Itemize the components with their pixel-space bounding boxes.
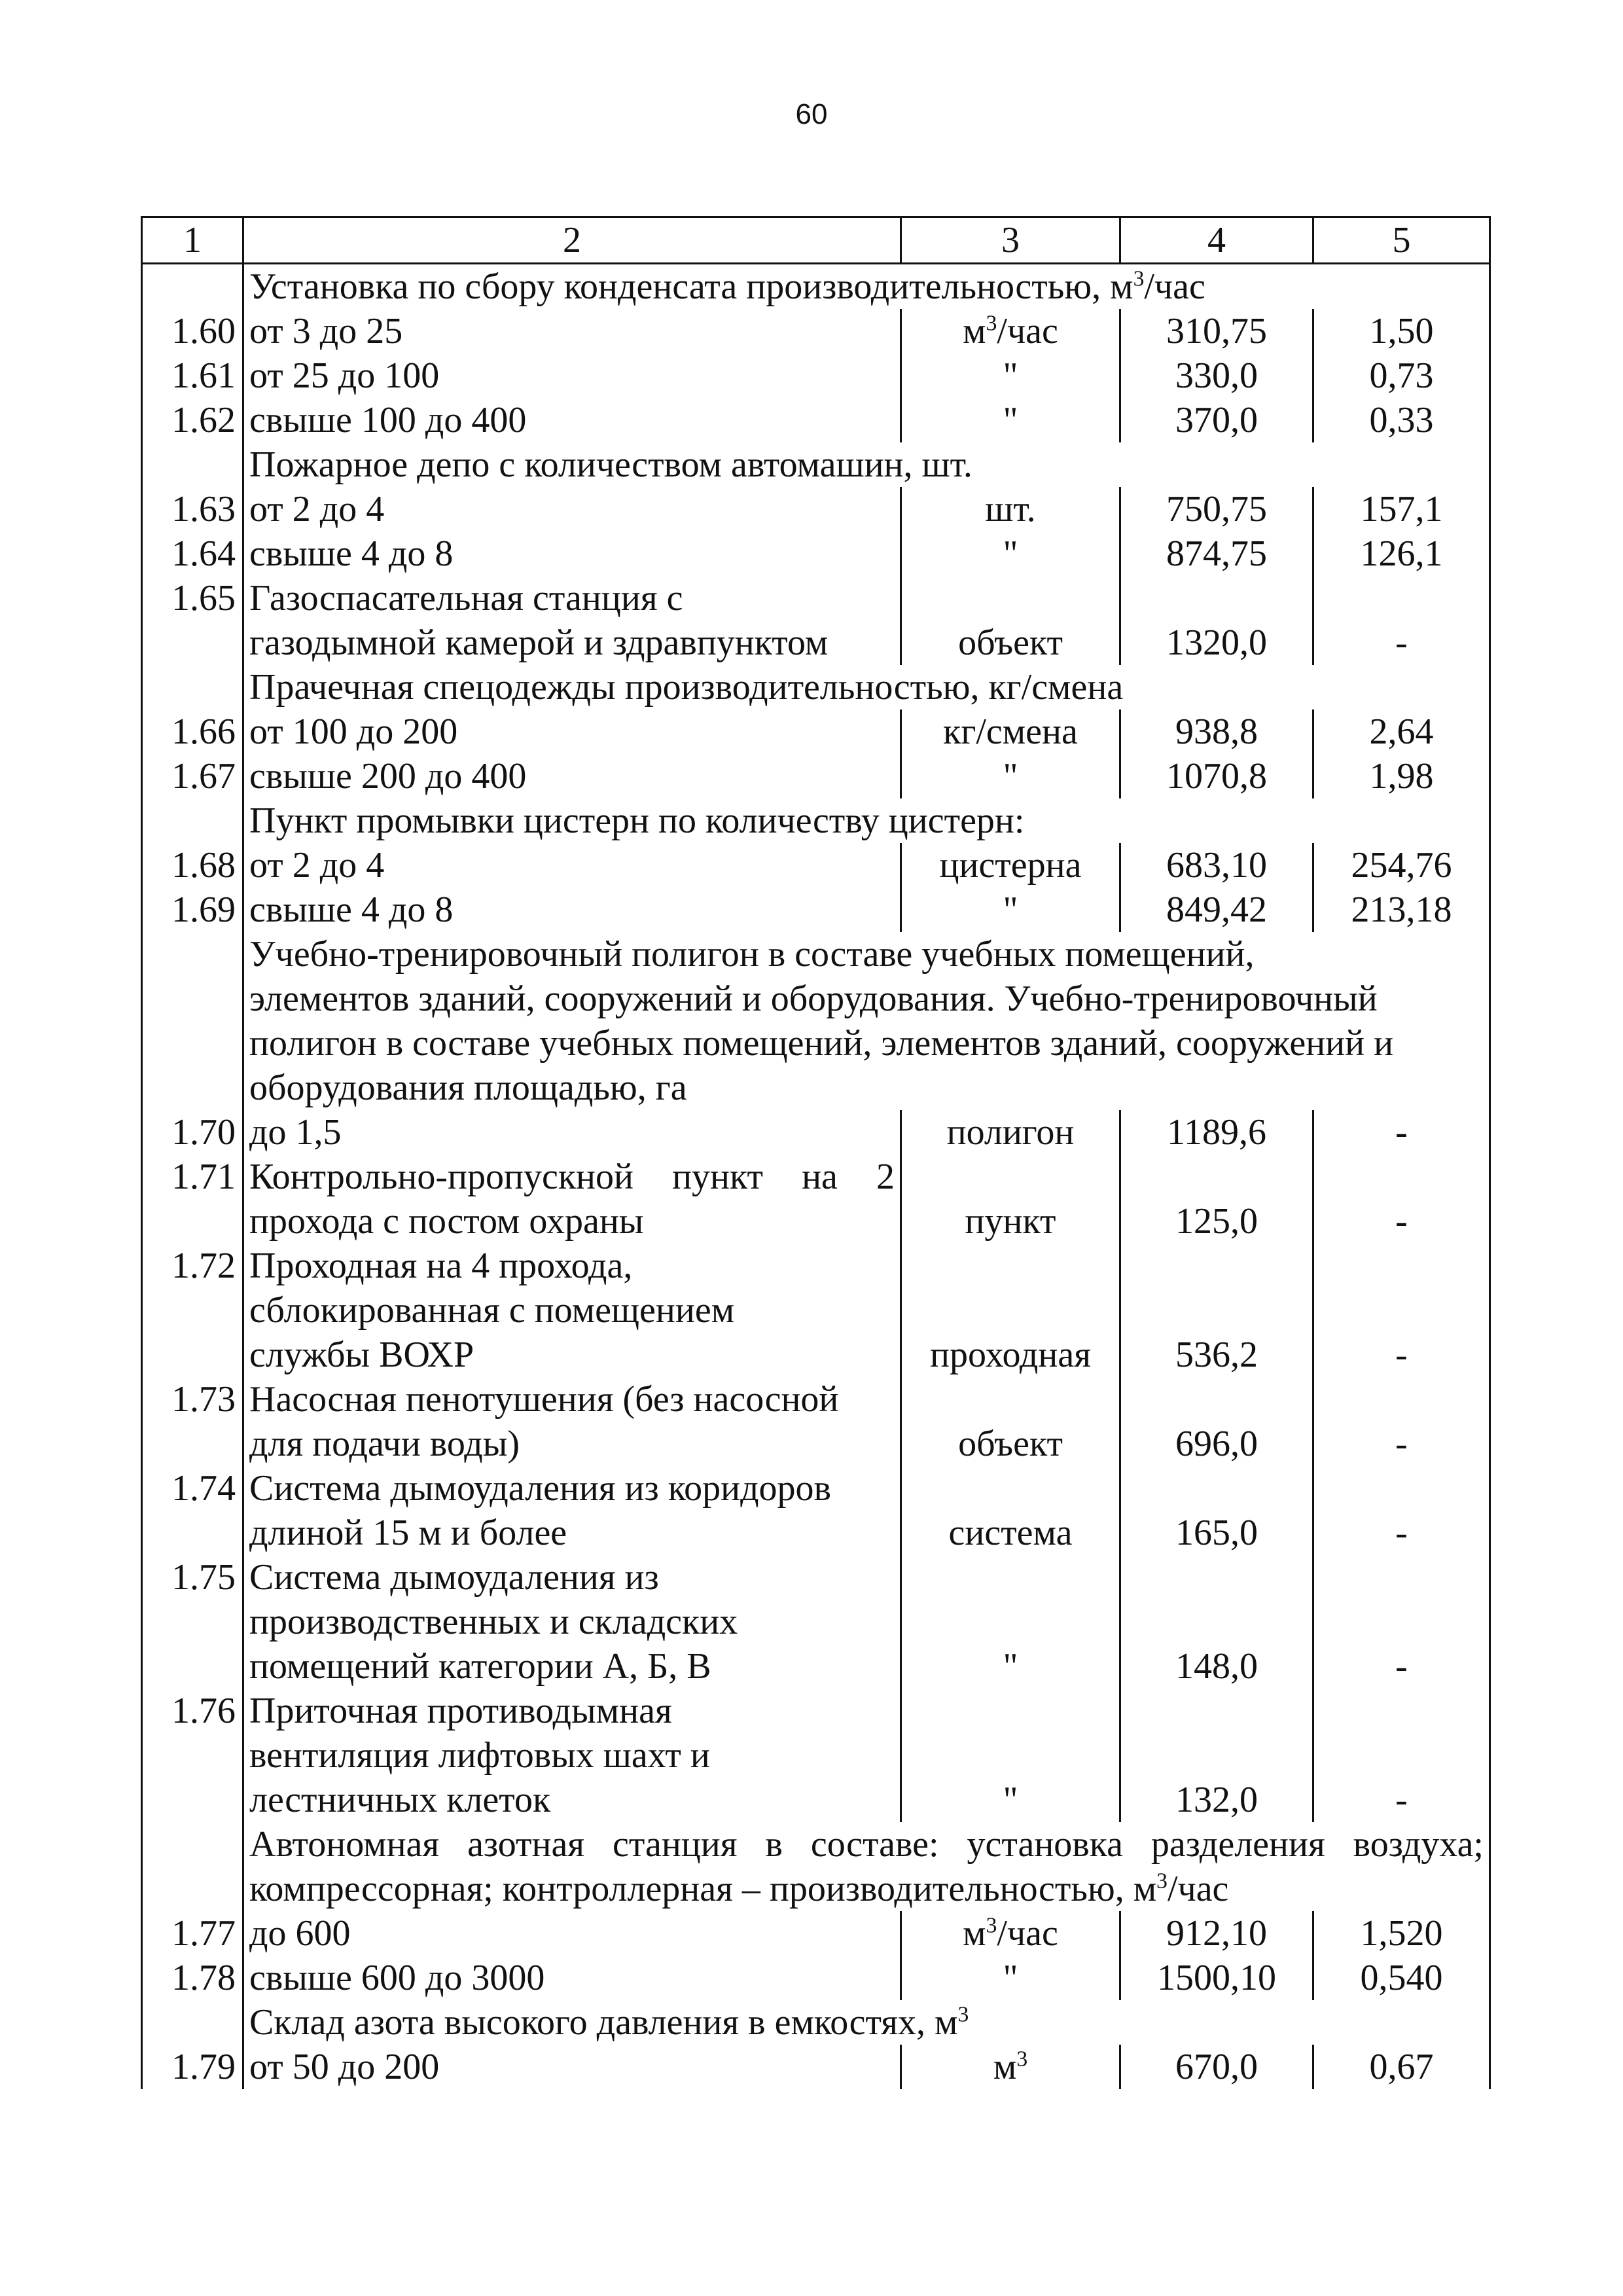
row-number-cell — [142, 1644, 243, 1689]
group-heading: Склад азота высокого давления в емкостях, $м^3$ — [243, 2000, 1490, 2045]
column-4-value: 330,0 — [1120, 353, 1313, 398]
column-4-value: 938,8 — [1120, 709, 1313, 754]
row-number-cell: 1.76 — [142, 1689, 243, 1733]
row-number-cell — [142, 1733, 243, 1778]
group-heading-row — [142, 1822, 1490, 1867]
item-name-cell: свыше 600 до 3000 — [243, 1956, 901, 2000]
column-4-value: 310,75 — [1120, 309, 1313, 353]
row-number-cell — [142, 665, 243, 709]
row-number-cell: 1.65 — [142, 576, 243, 620]
group-heading: полигон в составе учебных помещений, элементов зданий, сооружений и — [243, 1021, 1490, 1066]
column-5-value: 254,76 — [1313, 843, 1490, 888]
column-4-value — [1120, 1244, 1313, 1288]
item-name-cell: Система дымоудаления из — [243, 1555, 901, 1600]
item-name-cell: от 3 до 25 — [243, 309, 901, 353]
item-name-cell: помещений категории А, Б, В — [243, 1644, 901, 1689]
unit-cell: объект — [901, 620, 1120, 665]
item-name-cell: от 25 до 100 — [243, 353, 901, 398]
norms-table — [141, 216, 1491, 2089]
row-number-cell: 1.71 — [142, 1155, 243, 1199]
column-4-value — [1120, 1155, 1313, 1199]
group-heading: элементов зданий, сооружений и оборудования. Учебно-тренировочный — [243, 977, 1490, 1021]
table-header-row — [142, 217, 1490, 264]
column-4-value — [1120, 1288, 1313, 1333]
column-5-value: 0,67 — [1313, 2045, 1490, 2089]
item-name-cell: прохода с постом охраны — [243, 1199, 901, 1244]
column-header-3: 3 — [901, 217, 1120, 264]
column-4-value: 536,2 — [1120, 1333, 1313, 1377]
row-number-cell — [142, 798, 243, 843]
table-body — [142, 264, 1490, 2090]
unit-cell: " — [901, 531, 1120, 576]
column-4-value: 670,0 — [1120, 2045, 1313, 2089]
unit-cell: проходная — [901, 1333, 1120, 1377]
row-number-cell — [142, 1199, 243, 1244]
column-4-value: 1500,10 — [1120, 1956, 1313, 2000]
group-heading-row — [142, 798, 1490, 843]
table-row — [142, 531, 1490, 576]
item-name-cell: от 2 до 4 — [243, 487, 901, 531]
item-name-cell: лестничных клеток — [243, 1778, 901, 1822]
table-row — [142, 309, 1490, 353]
column-4-value — [1120, 1466, 1313, 1511]
row-number-cell: 1.73 — [142, 1377, 243, 1422]
column-5-value: - — [1313, 620, 1490, 665]
group-heading: Установка по сбору конденсата производительностью, $м^3$/час — [243, 264, 1490, 310]
row-number-cell — [142, 442, 243, 487]
column-header-2: 2 — [243, 217, 901, 264]
table-row — [142, 1956, 1490, 2000]
column-5-value — [1313, 1555, 1490, 1600]
row-number-cell — [142, 1333, 243, 1377]
group-heading-row — [142, 1021, 1490, 1066]
column-4-value: 165,0 — [1120, 1511, 1313, 1555]
column-5-value: 2,64 — [1313, 709, 1490, 754]
column-5-value: 0,73 — [1313, 353, 1490, 398]
row-number-cell: 1.68 — [142, 843, 243, 888]
column-4-value — [1120, 1555, 1313, 1600]
column-4-value: 132,0 — [1120, 1778, 1313, 1822]
column-4-value: 912,10 — [1120, 1911, 1313, 1956]
row-number-cell: 1.61 — [142, 353, 243, 398]
group-heading-row — [142, 665, 1490, 709]
row-number-cell: 1.60 — [142, 309, 243, 353]
column-5-value — [1313, 1600, 1490, 1644]
unit-cell — [901, 1155, 1120, 1199]
group-heading-row — [142, 977, 1490, 1021]
item-name-cell: длиной 15 м и более — [243, 1511, 901, 1555]
row-number-cell: 1.62 — [142, 398, 243, 442]
row-number-cell: 1.63 — [142, 487, 243, 531]
table-row — [142, 1422, 1490, 1466]
unit-cell: полигон — [901, 1110, 1120, 1155]
column-5-value: 1,98 — [1313, 754, 1490, 798]
column-4-value: 1070,8 — [1120, 754, 1313, 798]
row-number-cell — [142, 1778, 243, 1822]
unit-cell: $м^3$/час — [901, 1911, 1120, 1956]
unit-cell — [901, 1555, 1120, 1600]
group-heading: оборудования площадью, га — [243, 1066, 1490, 1110]
item-name-cell: от 100 до 200 — [243, 709, 901, 754]
item-name-cell: Проходная на 4 прохода, — [243, 1244, 901, 1288]
row-number-cell — [142, 2000, 243, 2045]
row-number-cell — [142, 932, 243, 977]
unit-cell: шт. — [901, 487, 1120, 531]
row-number-cell: 1.72 — [142, 1244, 243, 1288]
column-5-value: - — [1313, 1110, 1490, 1155]
table-row — [142, 487, 1490, 531]
column-5-value — [1313, 1689, 1490, 1733]
column-5-value: 126,1 — [1313, 531, 1490, 576]
column-5-value: 1,50 — [1313, 309, 1490, 353]
column-4-value: 148,0 — [1120, 1644, 1313, 1689]
column-4-value: 849,42 — [1120, 888, 1313, 932]
row-number-cell: 1.66 — [142, 709, 243, 754]
table-row — [142, 1155, 1490, 1199]
group-heading-row — [142, 1867, 1490, 1911]
row-number-cell: 1.67 — [142, 754, 243, 798]
row-number-cell — [142, 977, 243, 1021]
item-name-cell: Приточная противодымная — [243, 1689, 901, 1733]
unit-cell: " — [901, 1778, 1120, 1822]
table-row — [142, 1199, 1490, 1244]
table-row — [142, 1466, 1490, 1511]
table-row — [142, 2045, 1490, 2089]
row-number-cell — [142, 264, 243, 310]
row-number-cell — [142, 1600, 243, 1644]
column-4-value: 874,75 — [1120, 531, 1313, 576]
group-heading-row — [142, 1066, 1490, 1110]
column-5-value — [1313, 1288, 1490, 1333]
unit-cell — [901, 1466, 1120, 1511]
group-heading-row — [142, 442, 1490, 487]
unit-cell — [901, 1600, 1120, 1644]
table-row — [142, 888, 1490, 932]
table-row — [142, 1555, 1490, 1600]
unit-cell: " — [901, 1956, 1120, 2000]
unit-cell: " — [901, 1644, 1120, 1689]
item-name-cell: вентиляция лифтовых шахт и — [243, 1733, 901, 1778]
item-name-cell: газодымной камерой и здравпунктом — [243, 620, 901, 665]
item-name-cell: Газоспасательная станция с — [243, 576, 901, 620]
row-number-cell: 1.70 — [142, 1110, 243, 1155]
column-5-value — [1313, 576, 1490, 620]
column-4-value: 683,10 — [1120, 843, 1313, 888]
row-number-cell — [142, 1867, 243, 1911]
unit-cell: " — [901, 353, 1120, 398]
group-heading: Пожарное депо с количеством автомашин, шт. — [243, 442, 1490, 487]
column-5-value: - — [1313, 1511, 1490, 1555]
row-number-cell — [142, 1822, 243, 1867]
item-name-cell: свыше 4 до 8 — [243, 888, 901, 932]
column-5-value: 213,18 — [1313, 888, 1490, 932]
page-number: 60 — [795, 98, 828, 130]
table-row — [142, 1244, 1490, 1288]
item-name-cell: Система дымоудаления из коридоров — [243, 1466, 901, 1511]
item-name-cell: службы ВОХР — [243, 1333, 901, 1377]
table-row — [142, 576, 1490, 620]
group-heading: Пункт промывки цистерн по количеству цистерн: — [243, 798, 1490, 843]
unit-cell — [901, 1244, 1120, 1288]
item-name-cell: до 1,5 — [243, 1110, 901, 1155]
column-4-value: 370,0 — [1120, 398, 1313, 442]
column-5-value: 157,1 — [1313, 487, 1490, 531]
table-row — [142, 843, 1490, 888]
item-name-cell: свыше 100 до 400 — [243, 398, 901, 442]
table-row — [142, 754, 1490, 798]
unit-cell: кг/смена — [901, 709, 1120, 754]
column-4-value: 1189,6 — [1120, 1110, 1313, 1155]
row-number-cell: 1.64 — [142, 531, 243, 576]
column-5-value — [1313, 1155, 1490, 1199]
column-4-value: 750,75 — [1120, 487, 1313, 531]
column-4-value — [1120, 1377, 1313, 1422]
column-5-value — [1313, 1466, 1490, 1511]
column-5-value: 0,540 — [1313, 1956, 1490, 2000]
table-row — [142, 1778, 1490, 1822]
row-number-cell: 1.74 — [142, 1466, 243, 1511]
row-number-cell — [142, 1066, 243, 1110]
group-heading-row — [142, 932, 1490, 977]
group-heading: Учебно-тренировочный полигон в составе учебных помещений, — [243, 932, 1490, 977]
table-row — [142, 1600, 1490, 1644]
column-5-value: - — [1313, 1199, 1490, 1244]
group-heading-row — [142, 264, 1490, 310]
unit-cell: $м^3$ — [901, 2045, 1120, 2089]
column-4-value: 1320,0 — [1120, 620, 1313, 665]
table-row — [142, 1333, 1490, 1377]
unit-cell — [901, 1288, 1120, 1333]
column-5-value: 1,520 — [1313, 1911, 1490, 1956]
unit-cell — [901, 576, 1120, 620]
table-row — [142, 1911, 1490, 1956]
item-name-cell: Насосная пенотушения (без насосной — [243, 1377, 901, 1422]
row-number-cell — [142, 620, 243, 665]
item-name-cell: до 600 — [243, 1911, 901, 1956]
row-number-cell: 1.79 — [142, 2045, 243, 2089]
item-name-cell: сблокированная с помещением — [243, 1288, 901, 1333]
column-5-value: 0,33 — [1313, 398, 1490, 442]
unit-cell: цистерна — [901, 843, 1120, 888]
table-row — [142, 709, 1490, 754]
unit-cell: " — [901, 888, 1120, 932]
group-heading-row — [142, 2000, 1490, 2045]
table-row — [142, 398, 1490, 442]
unit-cell: объект — [901, 1422, 1120, 1466]
item-name-cell: Контрольно-пропускной пункт на 2 — [243, 1155, 901, 1199]
table-row — [142, 353, 1490, 398]
unit-cell: система — [901, 1511, 1120, 1555]
column-5-value — [1313, 1244, 1490, 1288]
column-4-value — [1120, 1733, 1313, 1778]
column-4-value — [1120, 1600, 1313, 1644]
unit-cell — [901, 1733, 1120, 1778]
row-number-cell — [142, 1021, 243, 1066]
table-row — [142, 620, 1490, 665]
table-row — [142, 1288, 1490, 1333]
item-name-cell: от 2 до 4 — [243, 843, 901, 888]
unit-cell — [901, 1689, 1120, 1733]
column-4-value: 125,0 — [1120, 1199, 1313, 1244]
column-4-value — [1120, 1689, 1313, 1733]
table-row — [142, 1644, 1490, 1689]
column-4-value: 696,0 — [1120, 1422, 1313, 1466]
column-5-value: - — [1313, 1333, 1490, 1377]
table-row — [142, 1733, 1490, 1778]
table-row — [142, 1377, 1490, 1422]
column-5-value — [1313, 1733, 1490, 1778]
item-name-cell: от 50 до 200 — [243, 2045, 901, 2089]
row-number-cell: 1.75 — [142, 1555, 243, 1600]
column-5-value — [1313, 1377, 1490, 1422]
row-number-cell — [142, 1422, 243, 1466]
column-5-value: - — [1313, 1644, 1490, 1689]
column-header-5: 5 — [1313, 217, 1490, 264]
item-name-cell: свыше 4 до 8 — [243, 531, 901, 576]
item-name-cell: свыше 200 до 400 — [243, 754, 901, 798]
unit-cell: " — [901, 398, 1120, 442]
row-number-cell: 1.77 — [142, 1911, 243, 1956]
row-number-cell — [142, 1288, 243, 1333]
unit-cell — [901, 1377, 1120, 1422]
row-number-cell: 1.78 — [142, 1956, 243, 2000]
column-header-1: 1 — [142, 217, 243, 264]
item-name-cell: производственных и складских — [243, 1600, 901, 1644]
unit-cell: $м^3$/час — [901, 309, 1120, 353]
group-heading: Автономная азотная станция в составе: установка разделения воздуха; — [243, 1822, 1490, 1867]
unit-cell: " — [901, 754, 1120, 798]
column-5-value: - — [1313, 1778, 1490, 1822]
group-heading: компрессорная; контроллерная – производительностью, $м^3$/час — [243, 1867, 1490, 1911]
column-header-4: 4 — [1120, 217, 1313, 264]
column-5-value: - — [1313, 1422, 1490, 1466]
group-heading: Прачечная спецодежды производительностью, кг/смена — [243, 665, 1490, 709]
column-4-value — [1120, 576, 1313, 620]
table-row — [142, 1511, 1490, 1555]
item-name-cell: для подачи воды) — [243, 1422, 901, 1466]
row-number-cell: 1.69 — [142, 888, 243, 932]
table-row — [142, 1689, 1490, 1733]
table-row — [142, 1110, 1490, 1155]
row-number-cell — [142, 1511, 243, 1555]
unit-cell: пункт — [901, 1199, 1120, 1244]
